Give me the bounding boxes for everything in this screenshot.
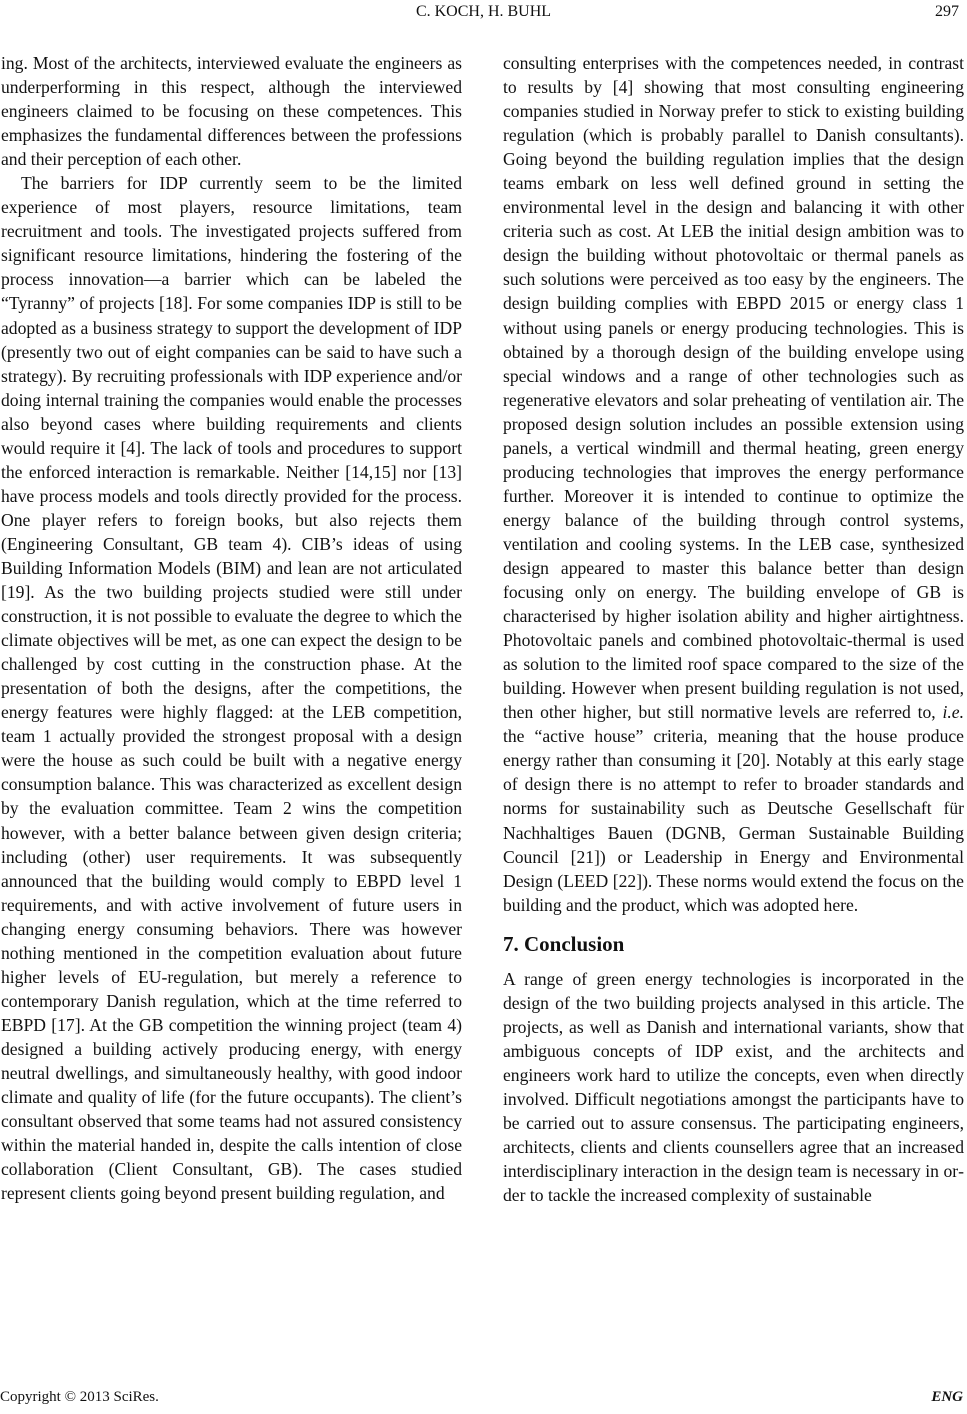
section-heading-conclusion: 7. Conclusion bbox=[503, 931, 625, 956]
left-column bbox=[1, 51, 462, 1205]
body-paragraph bbox=[503, 51, 964, 917]
italic-abbreviation: i.e. bbox=[942, 702, 964, 723]
page-number: 297 bbox=[935, 3, 959, 20]
copyright-notice: Copyright © 2013 SciRes. bbox=[0, 1389, 159, 1405]
right-column bbox=[503, 51, 964, 1207]
body-paragraph: ing. Most of the architects, interviewed evaluate the engineers as underperforming in this respect, although the interviewed engineers claimed to be focusing on these competences. This emphasizes the fundamental differences between the professions and their perception of each other. bbox=[1, 53, 462, 170]
running-header bbox=[0, 0, 967, 24]
running-head-authors: C. KOCH, H. BUHL bbox=[415, 3, 552, 20]
page-footer bbox=[0, 1386, 967, 1408]
paragraph-text: consulting enterprises with the competences needed, in contrast to results by [4] showing that most consulting engineering companies studied in Norway prefer to stick to existing building regulation (which is probably parallel to Danish consultants). Going beyond the building regulation implies that the design teams embark on less well defined ground in setting the environmental level in the design and balancing it with other criteria such as cost. At LEB the initial design ambition was to design the building without photovoltaic or thermal panels as such solutions were perceived as too easy by the engineers. The design building complies with EBPD 2015 or energy class 1 without using panels or energy producing technologies. This is obtained by a thorough design of the building envelope using special windows and a range of other technologies such as regenerative elevators and solar preheating of ventilation air. The proposed design solution includes an possible extension using panels, a vertical windmill and thermal heating, green energy producing technologies that improves the energy performance further. Moreover it is intended to continue to optimize the energy balance of the building through control systems, ventilation and cooling systems. In the LEB case, synthesized design appeared to master this balance better than design focusing only on energy. The building envelope of GB is characterised by higher isolation ability and higher airtightness. Photovoltaic panels and combined photovoltaic-thermal is used as solution to the limited roof space compared to the size of the building. However when present building regulation is not used, then other higher, but still normative levels are referred to, bbox=[503, 53, 964, 723]
journal-abbreviation: ENG bbox=[931, 1389, 963, 1405]
body-paragraph: The barriers for IDP currently seem to be the limited experience of most players, resource limitations, team recruitment and tools. The investigated projects suffered from significant resource limitations, hindering the fostering of the process innovation—a barrier which can be labeled the “Tyranny” of projects [18]. For some companies IDP is still to be adopted as a business strategy to support the development of IDP (presently two out of eight companies can be said to have such a strategy). By recruiting professionals with IDP experience and/or doing internal training the companies would enable the processes also beyond cases where building requirements and clients would require it [4]. The lack of tools and procedures to support the enforced interaction is remarkable. Neither [14,15] nor [13] have process models and tools directly provided for the process. One player refers to foreign books, but also rejects them (Engineering Consultant, GB team 4). CIB’s ideas of using Building Information Models (BIM) and lean are not articulated [19]. As the two building projects studied were still under construction, it is not possible to evaluate the degree to which the climate objectives will be met, as one can expect the design to be challenged by cost cutting in the construction phase. At the presentation of both the designs, after the competitions, the energy features were highly flagged: at the LEB competition, team 1 actually provided the strongest proposal with a design were the house as such could be built with a negative energy consumption balance. This was characterized as excellent design by the evaluation committee. Team 2 wins the competition however, with a better balance between given design criteria; including (other) user requirements. It was subsequently announced that the building would comply to EBPD level 1 requirements, and with active involvement of future users in changing energy consuming behaviors. There was however nothing mentioned in the competition evaluation about future higher levels of EU-regulation, but merely a reference to contemporary Danish regulation, which at the time referred to EBPD [17]. At the GB competition the winning project (team 4) designed a building actively producing energy, with energy neutral dwellings, and simultaneously healthy, with good indoor climate and quality of life (for the future occupants). The client’s consultant observed that some teams had not assured consistency within the material handed in, despite the calls intention of close collaboration (Client Consultant, GB). The cases studied represent clients going beyond present building regulation, and bbox=[1, 173, 462, 1204]
paragraph-text: the “active house” criteria, meaning that the house produce energy rather than consuming it [20]. Notably at this early stage of design there is no attempt to refer to broader standards and norms for sustainability such as Deutsche Gesellschaft für Nachhaltiges Bauen (DGNB, German Sustainable Building Council [21]) or Leadership in Energy and Environmental Design (LEED [22]). These norms would extend the focus on the building and the product, which was adopted here. bbox=[503, 726, 964, 915]
conclusion-paragraph: A range of green energy technologies is incorporated in the design of the two building projects analysed in this article. The projects, as well as Danish and international variants, show that ambiguous concepts of IDP exist, and the architects and engineers work hard to utilize the concepts, even when directly involved. Difficult negotiations amongst the participants have to be carried out to assure consensus. The participating engineers, architects, clients and clients counsellers agree that an increased interdisciplinary interaction in the design team is necessary in order to tackle the increased complexity of sustainable bbox=[503, 968, 964, 1206]
